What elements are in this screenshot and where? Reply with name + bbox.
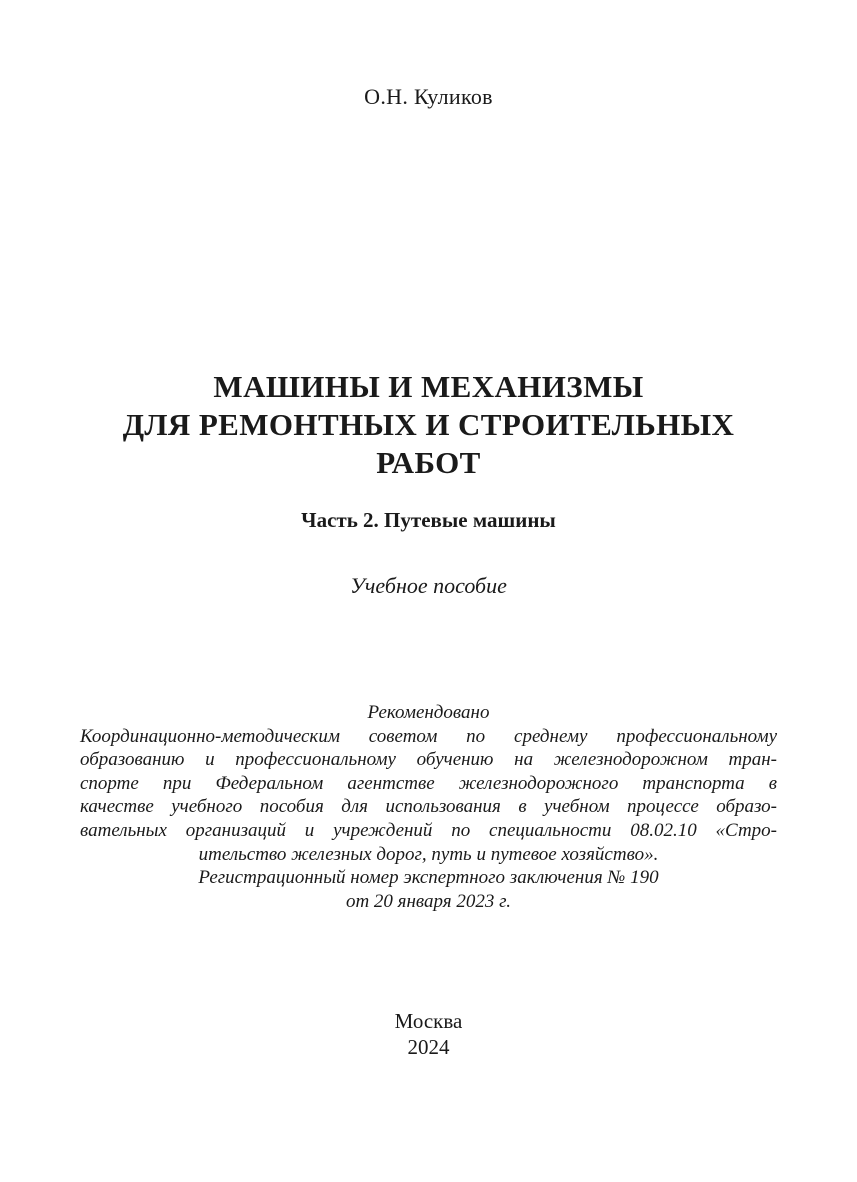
recommendation-block [80, 701, 777, 913]
publication-city: Москва [394, 1009, 463, 1033]
recommendation-line: образованию и профессиональному обучению на железнодорожном тран- [80, 749, 777, 771]
document-type: Учебное пособие [350, 573, 507, 598]
recommendation-line: спорте при Федеральном агентстве железнодорожного транспорта в [80, 772, 777, 794]
title-line: РАБОТ [376, 445, 481, 480]
recommendation-line: ительство железных дорог, путь и путевое хозяйство». [198, 843, 659, 865]
registration-number: Регистрационный номер экспертного заключения № 190 [198, 867, 659, 889]
imprint [0, 1008, 857, 1060]
recommendation-line: качестве учебного пособия для использования в учебном процессе образо- [80, 796, 777, 818]
recommendation-line: Координационно-методическим советом по среднему профессиональному [80, 725, 777, 747]
registration-date: от 20 января 2023 г. [345, 890, 512, 912]
book-subtitle: Часть 2. Путевые машины [301, 508, 556, 532]
title-line: МАШИНЫ И МЕХАНИЗМЫ [213, 369, 644, 404]
author-name: О.Н. Куликов [364, 84, 493, 109]
book-title [0, 368, 857, 482]
recommendation-line: вательных организаций и учреждений по специальности 08.02.10 «Стро- [80, 819, 777, 841]
publication-year: 2024 [407, 1035, 450, 1059]
recommendation-heading: Рекомендовано [367, 702, 490, 723]
title-line: ДЛЯ РЕМОНТНЫХ И СТРОИТЕЛЬНЫХ [122, 407, 735, 442]
